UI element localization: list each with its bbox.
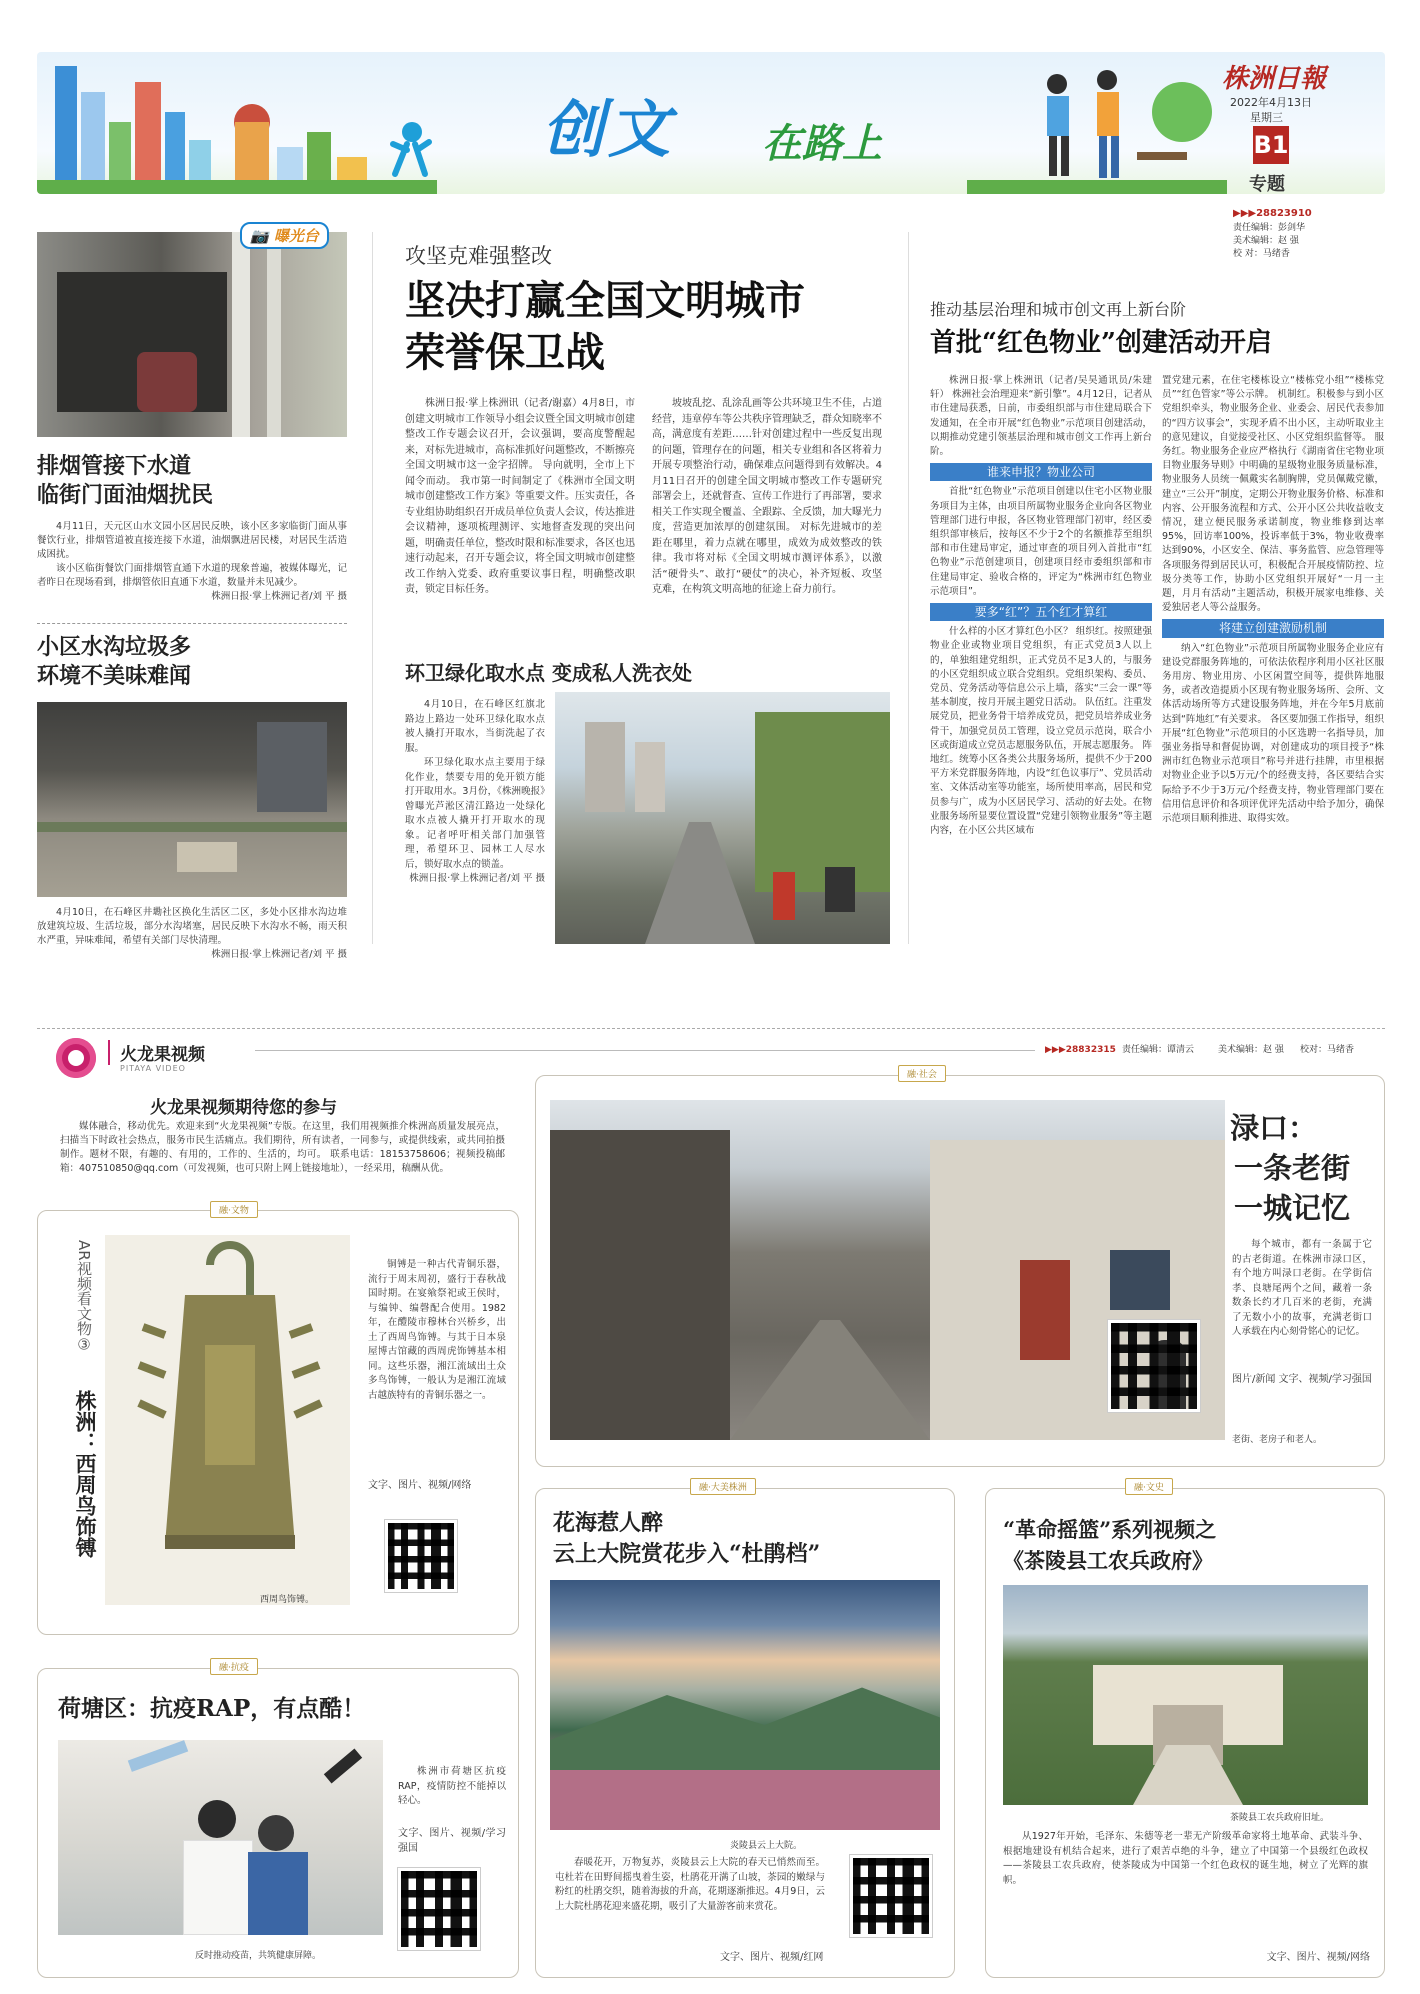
column-rule-1 bbox=[372, 232, 373, 944]
lukou-credit: 图片/新闻 文字、视频/学习强国 bbox=[1232, 1374, 1372, 1385]
photo-rap-performers bbox=[58, 1740, 383, 1935]
pitaya-logo-icon bbox=[56, 1038, 96, 1078]
pitaya-header-line bbox=[255, 1050, 1035, 1051]
pitaya-proof: 校对：马绪香 bbox=[1300, 1045, 1355, 1055]
pitaya-brand: 火龙果视频 bbox=[108, 1040, 205, 1065]
pitaya-brand-en: PITAYA VIDEO bbox=[120, 1064, 186, 1073]
artifact-qr-code[interactable] bbox=[385, 1520, 457, 1592]
revolution-caption: 茶陵县工农兵政府旧址。 bbox=[1230, 1813, 1330, 1823]
flower-tag: 融·大美株洲 bbox=[690, 1478, 756, 1495]
invite-body: 媒体融合，移动优先。欢迎来到“火龙果视频”专版。在这里，我们用视频推介株洲高质量发展亮点，扫描当下时政社会热点，服务市民生活痛点。我们期待，所有读者，一同参与，或提供线索，或共同拍摄制作。题材不限，有趣的、有用的，工作的、生活的，均可。 联系电话：18153758606；视频投稿邮箱：407510850@qq.com（可发视频，也可只附上网上链接地址），一经采用，稿酬从优。 bbox=[60, 1121, 505, 1174]
flower-credit: 文字、图片、视频/红网 bbox=[720, 1952, 824, 1963]
section-label: 专题 bbox=[1249, 174, 1285, 195]
rap-title: 荷塘区：抗疫RAP，有点酷！ bbox=[58, 1695, 366, 1722]
hotline: ▶▶▶28823910 bbox=[1233, 208, 1312, 219]
photo-bronze-bo-bell bbox=[105, 1235, 350, 1605]
page-number-badge: B1 bbox=[1253, 126, 1289, 164]
lukou-caption: 老街、老房子和老人。 bbox=[1232, 1435, 1323, 1445]
revolution-body: 从1927年开始，毛泽东、朱德等老一辈无产阶级革命家将土地革命、武装斗争、根据地建设有机结合起来，进行了艰苦卓绝的斗争，建立了中国第一个县级红色政权——茶陵县工农兵政府，使茶陵成为中国第一个红色政权的诞生地，树立了光辉的旗帜。 bbox=[1003, 1831, 1368, 1886]
main-kicker: 攻坚克难强整改 bbox=[405, 244, 552, 268]
main-body-col2: 坡坡乱挖、乱涂乱画等公共环境卫生不佳，占道经营，违章停车等公共秩序管理缺乏，群众知晓率不高，满意度有差距……针对创建过程中一些反复出现的问题，管理存在的问题，相关专业组和各区将着力开展专项整治行动，确保难点问题得到有效解决。4月11日召开的创建全国文明城市整改工作专题研究部署会上，还就督查、宣传工作进行了再部署，要求相关工作实现全覆盖、全跟踪、全反馈，加大曝光力度，营造更加浓厚的创建氛围。 对标先进城市的差距在哪里，着力点就在哪里，成效为成效整改的铁律。我市将对标《全国文明城市测评体系》，以激活“硬骨头”、敢打“硬仗”的决心，补齐短板、攻坚克难，在构筑文明高地的征途上奋力前行。 bbox=[652, 398, 882, 595]
subhead-who-applies: 谁来申报？物业公司 bbox=[930, 463, 1152, 481]
lukou-body: 每个城市，都有一条属于它的古老街道。在株洲市渌口区，有个地方叫渌口老街。在学街信孝、良塘尾两个之间，藏着一条数条长约才几百米的老街，充满了无数小小的故事，充满老街口人承载在内心刻骨铭心的记忆。 bbox=[1232, 1239, 1372, 1337]
rap-tag: 融·抗疫 bbox=[210, 1658, 258, 1675]
revolution-credit: 文字、图片、视频/网络 bbox=[1266, 1952, 1370, 1963]
lukou-qr-code[interactable] bbox=[1108, 1320, 1200, 1412]
pitaya-art: 美术编辑：赵 强 bbox=[1218, 1045, 1284, 1055]
pitaya-header-rule bbox=[37, 1028, 1385, 1029]
artifact-side-title: AR视频看文物③ bbox=[75, 1240, 93, 1354]
revolution-tag: 融·文史 bbox=[1125, 1478, 1173, 1495]
artifact-tag: 融·文物 bbox=[210, 1201, 258, 1218]
editor-credit: 责任编辑：彭剑华 bbox=[1233, 223, 1306, 233]
laundry-title: 环卫绿化取水点 变成私人洗衣处 bbox=[405, 661, 692, 685]
flower-caption: 炎陵县云上大院。 bbox=[730, 1841, 803, 1851]
photo-ditch-garbage bbox=[37, 702, 347, 897]
art-credit: 美术编辑：赵 强 bbox=[1233, 236, 1299, 246]
rap-body: 株洲市荷塘区抗疫RAP，疫情防控不能掉以轻心。 bbox=[398, 1766, 506, 1806]
rap-caption: 反时推动疫苗，共筑健康屏障。 bbox=[195, 1951, 322, 1961]
red-property-col2: 置党建元素，在住宅楼栋设立“楼栋党小组”“楼栋党员”“红色管家”等公示牌。 机制红。积极参与到小区党组织牵头，物业服务企业、业委会、居民代表参加的“四方议事会”，实现矛盾不出小区，主动听取业主的意见建议，自觉接受社区、小区党组织监督等。 服务红。物业服务企业应严格执行《湖南省住宅物业项目物业服务导则》中明确的星级物业服务质量标准，物业服务人员统一佩戴实名制胸牌，党员佩戴党徽，建立“三公开”制度，定期公开物业服务价格、标准和内容、公开服务流程和方式、公开小区公共收益收支情况，建立便民服务承诺制度，物业维修到达率95%，回访率100%，投诉率低于3%，物业收费率达到90%，小区安全、保洁、事务监管、应急管理等各项服务得到居民认可，积极配合开展疫情防控、垃圾分类等工作，协助小区党组织开展好“一月一主题，月月有活动”主题活动，积极开展家电维修、关爱独居老人等公益服务。 将建立创建激励机制 纳入“红色物业”示范项目所属物业服务企业应有建设党群服务阵地的，可依法依程序利用小区社区服务用房、物业用房、小区闲置空间等，提供阵地服务，或者改造提质小区现有物业服务场所、会所、文体活动场所等方式建设服务阵地，并在今年5月底前达到“阵地红”有关要求。 各区要加强工作指导，组织开展“红色物业”示范项目的小区选聘一名指导员，加强业务指导和督促协调，对创建成功的项目授予“株洲市红色物业示范项目”称号并进行挂牌，市里根据对物业企业予以5万元/个的经费支持，各区要结合实际给予不少于3万元/个经费支持，物业管理部门要在信用信息评价和各项评优评先活动中给予加分，确保示范项目顺利推进、取得实效。 bbox=[1162, 375, 1384, 825]
exposure-headline-2: 小区水沟垃圾多 环境不美味难闻 bbox=[37, 634, 192, 689]
exposure-badge: 📷 曝光台 bbox=[240, 222, 329, 249]
artifact-caption: 西周鸟饰镈。 bbox=[260, 1595, 315, 1605]
proof-credit: 校 对：马绪香 bbox=[1233, 249, 1290, 259]
artifact-credit: 文字、图片、视频/网络 bbox=[368, 1480, 472, 1491]
invite-title: 火龙果视频期待您的参与 bbox=[150, 1098, 337, 1118]
exposure-headline-1: 排烟管接下水道 临街门面油烟扰民 bbox=[37, 453, 214, 508]
subhead-five-reds: 要多“红”？五个红才算红 bbox=[930, 603, 1152, 621]
flower-body: 春暖花开，万物复苏，炎陵县云上大院的春天已悄然而至。屯杜若在田野间摇曳着生姿，杜鹃花开满了山坡，茶园的嫩绿与粉红的杜鹃交织，随着海拔的升高，花期逐渐推迟。4月9日，云上大院杜鹃花迎来盛花期，吸引了大量游客前来赏花。 bbox=[555, 1857, 825, 1912]
photo-peasant-government-site bbox=[1003, 1585, 1368, 1805]
issue-date: 2022年4月13日 bbox=[1230, 96, 1312, 109]
artifact-body: 铜镈是一种古代青铜乐器，流行于周末周初，盛行于春秋战国时期。在宴飨祭祀或王侯时，与编钟、编磬配合使用。1982年，在醴陵市穆林台兴桥乡，出土了西周鸟饰镈。与其于日本泉屋博古馆藏的西周虎饰镈基本相同。这些乐器，湘江流域出土众多鸟饰镈，一般认为是湘江流域古越族特有的青铜乐器之一。 bbox=[368, 1259, 506, 1401]
banner-title: 创文 bbox=[542, 93, 675, 166]
red-property-col1: 株洲日报·掌上株洲讯（记者/吴昊通讯员/朱建轩） 株洲社会治理迎来“新引擎”。4月12日，记者从市住建局获悉，日前，市委组织部与市住建局联合下发通知，在全市开展“红色物业”示范项目创建活动，以期推动党建引领基层治理和城市创文工作再上新台阶。 谁来申报？物业公司 首批“红色物业”示范项目创建以住宅小区物业服务项目为主体，由项目所属物业服务企业向各区物业管理部门进行申报，各区物业管理部门初审，经区委组织部审核后，按每区不少于2个的名额推荐至组织部和市住建局审定，通过审查的项目列入首批市“红色物业”示范创建项目，创建项目经市委组织部和市住建局审定、验收合格的，评定为“株洲市红色物业示范项目”。 要多“红”？五个红才算红 什么样的小区才算红色小区？ 组织红。按照建强物业企业或物业项目党组织，有正式党员3人以上的，单独组建党组织，正式党员不足3人的，与服务的小区党组织成立联合党组织。党组织架构、委员、党员、党务活动等信息公示上墙，落实“三会一课”等基本制度，按月开展主题党日活动。 队伍红。注重发展党员，把业务骨干培养成党员，把党员培养成业务骨干，加强党员员工管理，设立党员示范岗，联合小区或街道成立党员志愿服务队伍，开展志愿服务。 阵地红。统筹小区各类公共服务场所，提供不少于200平方米党群服务阵地，内设“红色议事厅”、党员活动室、文体活动室等功能室，场所使用率高，居民和党员参与广，成为小区居民学习、活动的好去处。在物业服务场所显要位置设置“党建引领物业服务”等主题内容，在小区公共区域布 bbox=[930, 375, 1152, 837]
issue-weekday: 星期三 bbox=[1250, 111, 1283, 124]
pitaya-editor: 责任编辑：谭清云 bbox=[1122, 1045, 1195, 1055]
masthead-banner bbox=[37, 52, 1385, 194]
flower-title: 花海惹人醉 云上大院赏花步入“杜鹃档” bbox=[553, 1510, 821, 1567]
camera-icon: 📷 bbox=[250, 227, 269, 245]
rap-qr-code[interactable] bbox=[398, 1868, 480, 1950]
banner-subtitle: 在路上 bbox=[762, 120, 882, 167]
photo-exhaust-pipes bbox=[37, 232, 347, 437]
exposure-body-2: 4月10日，在石峰区井墈社区换化生活区二区，多处小区排水沟边堆放建筑垃圾、生活垃圾，部分水沟堵塞，居民反映下水沟水不畅，雨天积水严重，异味难闻，希望有关部门尽快清理。 株洲日报·掌上株洲记者/刘 平 摄 bbox=[37, 907, 347, 960]
pitaya-hotline: ▶▶▶28832315 bbox=[1045, 1045, 1116, 1055]
main-body-col1: 株洲日报·掌上株洲讯（记者/谢嘉）4月8日，市创建文明城市工作领导小组会议暨全国文明城市创建整改工作专题会议召开，会议强调，要高度警醒起来，对标先进城市，高标准抓好问题整改，不断擦亮全国文明城市这一金字招牌。 导向就明，全市上下闻令而动。 我市第一时间制定了《株洲市全国文明城市创建整改工作方案》等重要文件。压实责任，各专业组协助组织召开成员单位负责人会议，传达推进会议精神，逐项梳理测评、实地督查发现的突出问题，明确责任单位，整改时限和标准要求，各区也迅速行动起来，召开专题会议，将全国文明城市创建整改工作纳入党委、政府重要议事日程，明确整改职责，锁定目标任务。 bbox=[405, 398, 635, 595]
main-title: 坚决打赢全国文明城市 荣誉保卫战 bbox=[405, 277, 805, 376]
paper-name: 株洲日報 bbox=[1222, 64, 1327, 94]
red-property-kicker: 推动基层治理和城市创文再上新台阶 bbox=[930, 300, 1187, 319]
red-property-title: 首批“红色物业”创建活动开启 bbox=[930, 328, 1272, 358]
lukou-title: 渌口： 一条老街 一城记忆 bbox=[1230, 1111, 1351, 1225]
revolution-title: “革命摇篮”系列视频之 《茶陵县工农兵政府》 bbox=[1003, 1517, 1217, 1573]
lukou-tag: 融·社会 bbox=[898, 1065, 946, 1082]
photo-laundry-street bbox=[555, 692, 890, 944]
laundry-body: 4月10日，在石峰区红旗北路边上路边一处环卫绿化取水点被人撬打开取水，当街洗起了衣服。 环卫绿化取水点主要用于绿化作业，禁要专用的免开锁方能打开取用水。3月份，《株洲晚报》曾曝光芦淞区清江路边一处绿化取水点被人撬开打开取水的现象。记者呼吁相关部门加强管理，希望环卫、园林工人尽水后，锁好取水点的锁盖。 株洲日报·掌上株洲记者/刘 平 摄 bbox=[405, 699, 545, 884]
exposure-body-1: 4月11日，天元区山水文园小区居民反映，该小区多家临街门面从事餐饮行业，排烟管道被直接连接下水道，油烟飘进居民楼，对居民生活造成困扰。 该小区临街餐饮门面排烟管直通下水道的现象普遍，被媒体曝光，记者昨日在现场看到，排烟管依旧直通下水道，数量并未见减少。 株洲日报·掌上株洲记者/刘 平 摄 bbox=[37, 521, 347, 602]
photo-azalea-hills bbox=[550, 1580, 940, 1830]
bronze-bell-illustration bbox=[105, 1235, 350, 1605]
flower-qr-code[interactable] bbox=[850, 1855, 932, 1937]
subhead-incentive: 将建立创建激励机制 bbox=[1162, 619, 1384, 637]
column-rule-2 bbox=[908, 232, 909, 944]
rap-credit: 文字、图片、视频/学习强国 bbox=[398, 1828, 506, 1854]
city-skyline-illustration bbox=[37, 52, 437, 194]
artifact-side-title-2: 株洲：西周鸟饰镈 bbox=[73, 1390, 98, 1558]
exposure-divider bbox=[37, 623, 347, 624]
couple-walking-illustration bbox=[967, 52, 1227, 194]
